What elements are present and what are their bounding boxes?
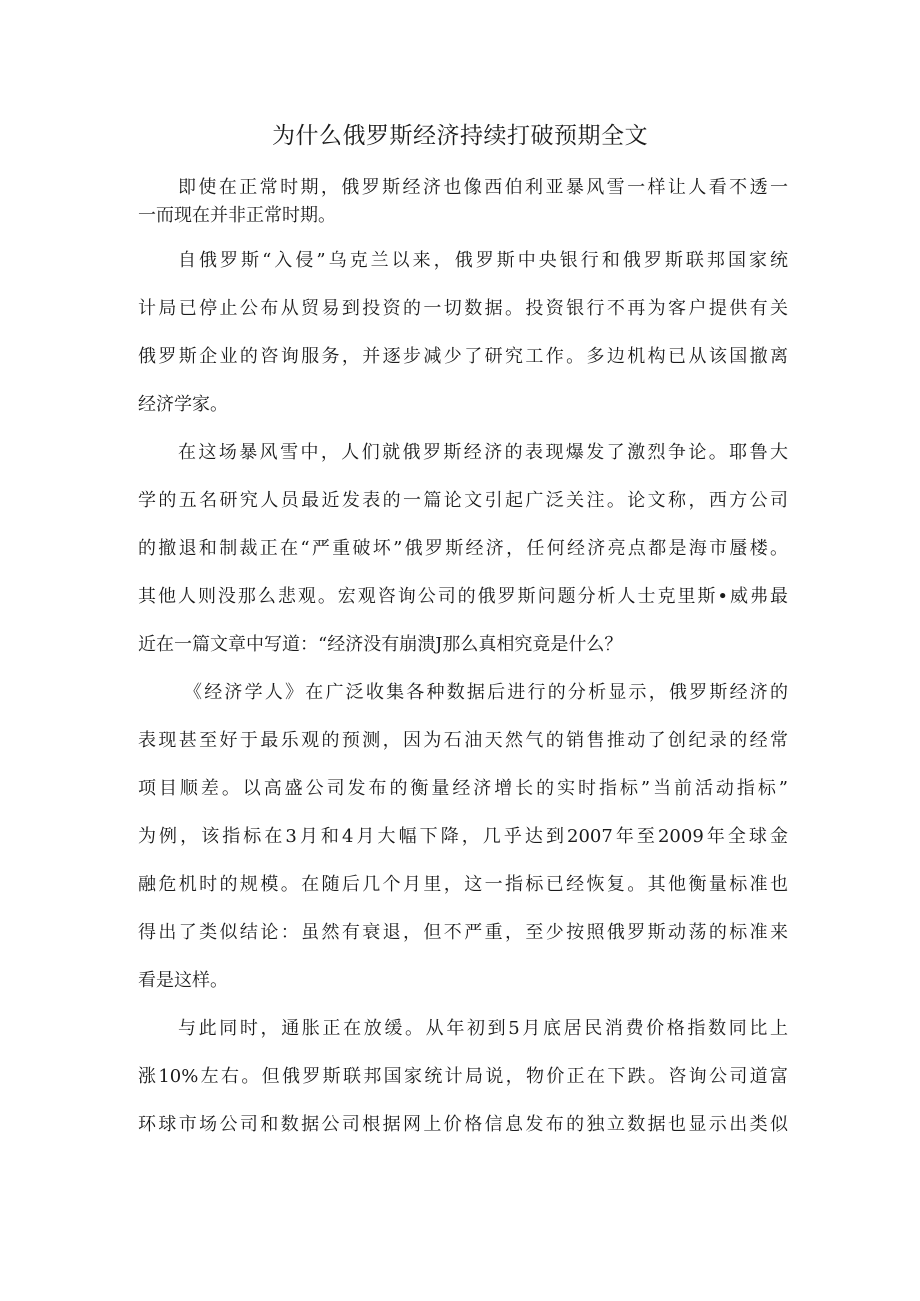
paragraph-5-line-2: 涨10%左右。但俄罗斯联邦国家统计局说，物价正在下跌。咨询公司道富 [138, 1066, 788, 1087]
paragraph-3-line-4: 其他人则没那么悲观。宏观咨询公司的俄罗斯问题分析人士克里斯•威弗最 [138, 586, 788, 607]
paragraph-4-line-7: 看是这样。 [138, 970, 228, 991]
paragraph-4-line-3: 项目顺差。以高盛公司发布的衡量经济增长的实时指标”当前活动指标” [138, 778, 788, 799]
paragraph-4-line-2: 表现甚至好于最乐观的预测，因为石油天然气的销售推动了创纪录的经常 [138, 730, 788, 751]
paragraph-2-line-3: 俄罗斯企业的咨询服务，并逐步减少了研究工作。多边机构已从该国撤离 [138, 346, 788, 367]
paragraph-5-line-3: 环球市场公司和数据公司根据网上价格信息发布的独立数据也显示出类似 [138, 1114, 788, 1135]
paragraph-1-line-1: 即使在正常时期，俄罗斯经济也像西伯利亚暴风雪一样让人看不透一 [178, 177, 788, 198]
paragraph-4-line-1: 《经济学人》在广泛收集各种数据后进行的分析显示，俄罗斯经济的 [184, 682, 788, 703]
paragraph-2-line-2: 计局已停止公布从贸易到投资的一切数据。投资银行不再为客户提供有关 [138, 298, 788, 319]
document-title: 为什么俄罗斯经济持续打破预期全文 [272, 123, 648, 149]
paragraph-4-line-6: 得出了类似结论：虽然有衰退，但不严重，至少按照俄罗斯动荡的标准来 [138, 922, 788, 943]
paragraph-5-line-1: 与此同时，通胀正在放缓。从年初到5月底居民消费价格指数同比上 [178, 1018, 788, 1039]
paragraph-3-line-3: 的撤退和制裁正在“严重破坏”俄罗斯经济，任何经济亮点都是海市蜃楼。 [138, 538, 788, 559]
paragraph-4-line-5: 融危机时的规模。在随后几个月里，这一指标已经恢复。其他衡量标准也 [138, 874, 788, 895]
paragraph-2-line-1: 自俄罗斯“入侵”乌克兰以来，俄罗斯中央银行和俄罗斯联邦国家统 [178, 250, 788, 271]
paragraph-2-line-4: 经济学家。 [138, 394, 228, 415]
paragraph-3-line-5: 近在一篇文章中写道：“经济没有崩溃J那么真相究竟是什么？ [138, 634, 623, 655]
paragraph-3-line-1: 在这场暴风雪中，人们就俄罗斯经济的表现爆发了激烈争论。耶鲁大 [178, 442, 788, 463]
paragraph-1-line-2: 一而现在并非正常时期。 [138, 205, 336, 226]
paragraph-4-line-4: 为例，该指标在3月和4月大幅下降，几乎达到2007年至2009年全球金 [138, 826, 788, 847]
paragraph-3-line-2: 学的五名研究人员最近发表的一篇论文引起广泛关注。论文称，西方公司 [138, 490, 788, 511]
